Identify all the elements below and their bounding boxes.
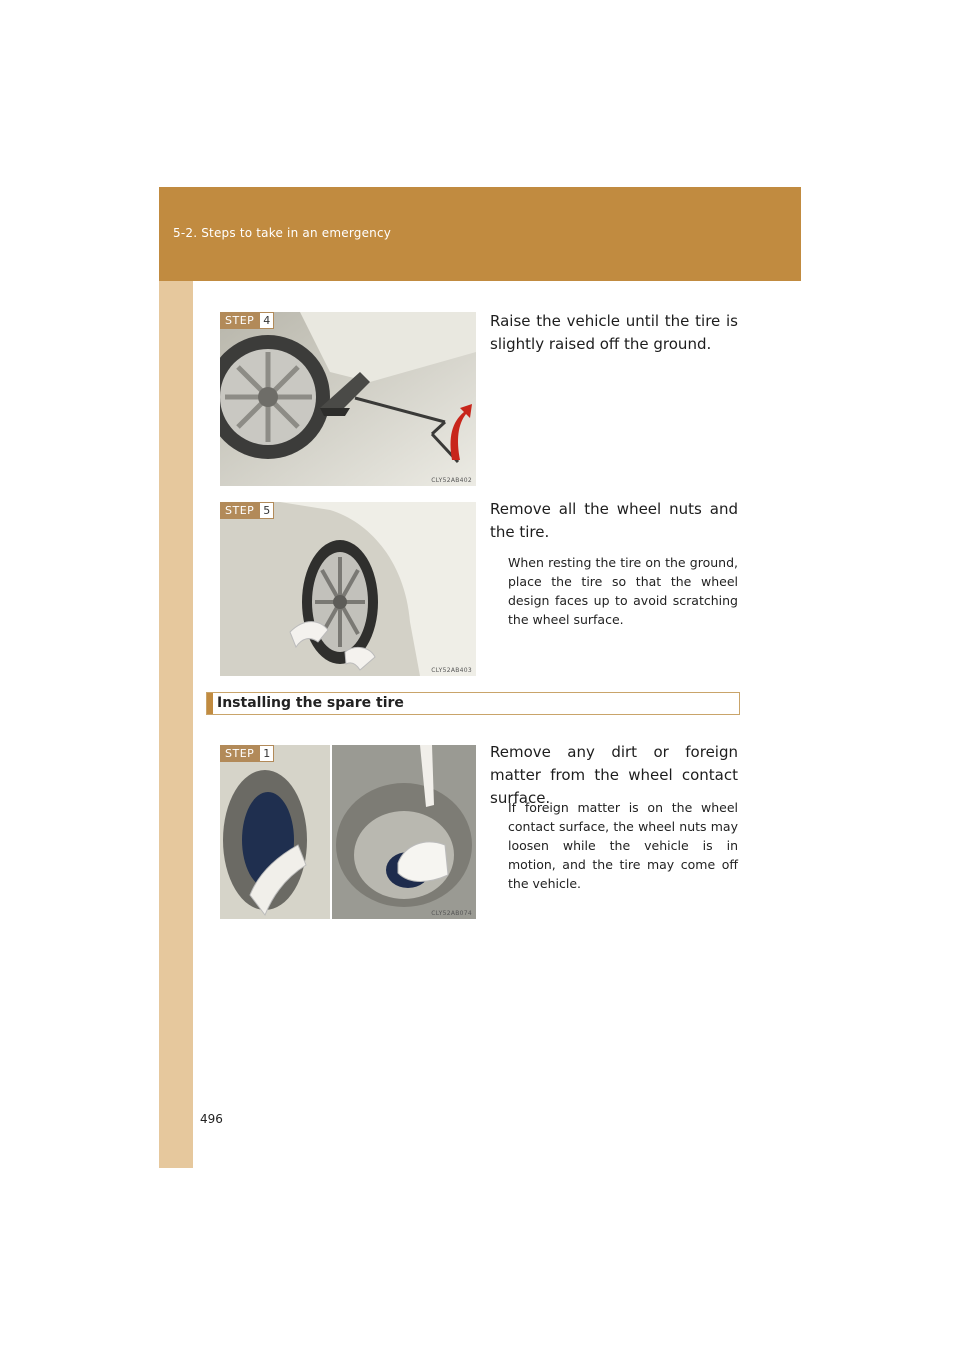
section-heading: [206, 692, 740, 715]
step-number: 1: [259, 745, 274, 762]
image-code: CLY52AB403: [431, 667, 472, 674]
step-1-instruction: Remove any dirt or foreign matter from the wheel contact surface.: [490, 743, 738, 807]
image-code: CLY52AB402: [431, 477, 472, 484]
section-heading-title: Installing the spare tire: [217, 695, 404, 711]
section-header-title: 5-2. Steps to take in an emergency: [173, 226, 392, 240]
step-5-instruction: Remove all the wheel nuts and the tire.: [490, 500, 738, 541]
step-label: STEP: [220, 312, 259, 329]
wheel-removal-illustration: [220, 502, 476, 676]
step-badge: [220, 745, 274, 762]
step-label: STEP: [220, 745, 259, 762]
wheel-cleaning-illustration: [220, 745, 476, 919]
section-heading-accent: [207, 693, 213, 714]
image-code: CLY52AB074: [431, 910, 472, 917]
sidebar-strip: [159, 187, 193, 1168]
step-4-instruction: Raise the vehicle until the tire is slightly raised off the ground.: [490, 312, 738, 353]
step-5-note: When resting the tire on the ground, place the tire so that the wheel design faces up to avoid scratching the wheel surface.: [508, 555, 738, 627]
page-number: 496: [200, 1112, 223, 1126]
step-number: 5: [259, 502, 274, 519]
step-number: 4: [259, 312, 274, 329]
step-label: STEP: [220, 502, 259, 519]
step-badge: [220, 502, 274, 519]
step-1-note: If foreign matter is on the wheel contact surface, the wheel nuts may loosen while the vehicle is in motion, and the tire may come off the vehicle.: [508, 800, 738, 891]
step-badge: [220, 312, 274, 329]
jack-raising-illustration: [220, 312, 476, 486]
